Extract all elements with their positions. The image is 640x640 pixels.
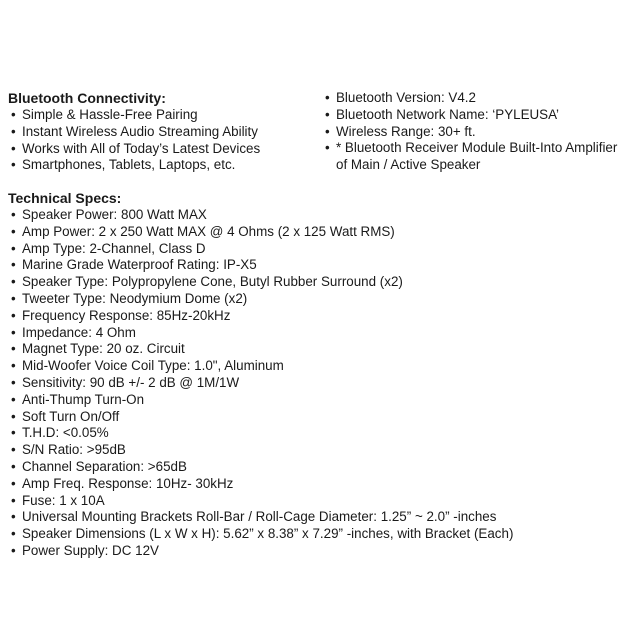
technical-specs-section (8, 190, 513, 560)
list-item: • Smartphones, Tablets, Laptops, etc. (8, 157, 260, 174)
list-item: • Amp Freq. Response: 10Hz- 30kHz (8, 476, 513, 493)
list-item: • Fuse: 1 x 10A (8, 493, 513, 510)
bluetooth-details-list (322, 90, 617, 174)
list-item: • Tweeter Type: Neodymium Dome (x2) (8, 291, 513, 308)
list-item: • T.H.D: <0.05% (8, 425, 513, 442)
list-item: • Frequency Response: 85Hz-20kHz (8, 308, 513, 325)
list-item: • Instant Wireless Audio Streaming Ability (8, 124, 260, 141)
list-item: • Channel Separation: >65dB (8, 459, 513, 476)
list-item-line: * Bluetooth Receiver Module Built-Into Amplifier (336, 140, 618, 156)
list-item: • Anti-Thump Turn-On (8, 392, 513, 409)
list-item: • Soft Turn On/Off (8, 409, 513, 426)
list-item: • Wireless Range: 30+ ft. (322, 124, 617, 141)
bluetooth-connectivity-section (8, 90, 260, 174)
list-item (322, 140, 617, 174)
list-item-line-continued: of Main / Active Speaker (336, 157, 481, 173)
list-item: • Bluetooth Version: V4.2 (322, 90, 617, 107)
technical-specs-heading: Technical Specs: (8, 190, 122, 206)
technical-specs-list (8, 207, 513, 560)
list-item: • S/N Ratio: >95dB (8, 442, 513, 459)
list-item: • Simple & Hassle-Free Pairing (8, 107, 260, 124)
list-item: • Impedance: 4 Ohm (8, 325, 513, 342)
bluetooth-details-section (322, 90, 617, 174)
bluetooth-heading: Bluetooth Connectivity: (8, 90, 166, 106)
list-item: • Speaker Dimensions (L x W x H): 5.62” x 8.38” x 7.29” -inches, with Bracket (Each) (8, 526, 513, 543)
list-item: • Amp Type: 2-Channel, Class D (8, 241, 513, 258)
list-item: • Universal Mounting Brackets Roll-Bar / Roll-Cage Diameter: 1.25” ~ 2.0” -inches (8, 509, 513, 526)
list-item: • Speaker Type: Polypropylene Cone, Butyl Rubber Surround (x2) (8, 274, 513, 291)
bluetooth-feature-list (8, 107, 260, 174)
list-item: • Power Supply: DC 12V (8, 543, 513, 560)
list-item: • Magnet Type: 20 oz. Circuit (8, 341, 513, 358)
list-item: • Bluetooth Network Name: ‘PYLEUSA’ (322, 107, 617, 124)
list-item: • Works with All of Today’s Latest Devices (8, 141, 260, 158)
list-item: • Amp Power: 2 x 250 Watt MAX @ 4 Ohms (2 x 125 Watt RMS) (8, 224, 513, 241)
list-item: • Speaker Power: 800 Watt MAX (8, 207, 513, 224)
list-item: • Sensitivity: 90 dB +/- 2 dB @ 1M/1W (8, 375, 513, 392)
list-item: • Marine Grade Waterproof Rating: IP-X5 (8, 257, 513, 274)
list-item: • Mid-Woofer Voice Coil Type: 1.0", Aluminum (8, 358, 513, 375)
